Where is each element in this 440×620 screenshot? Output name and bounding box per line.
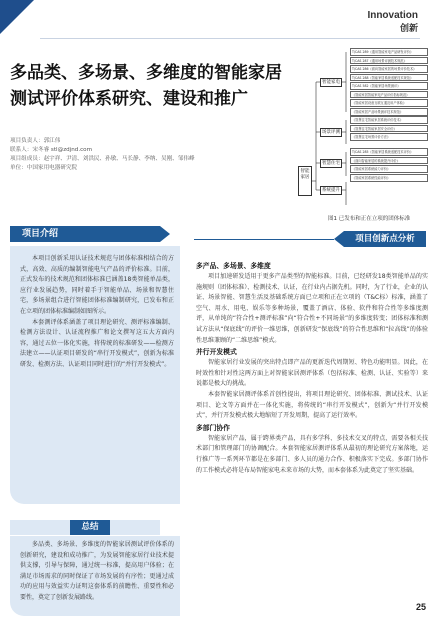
highlights-rule (194, 239, 334, 240)
author-info (10, 137, 220, 173)
summary-heading: 总结 (70, 520, 110, 535)
highlight-title: 多部门协作 (196, 423, 230, 432)
section-tag-zh: 创新 (399, 24, 418, 34)
diagram-category-node: 智能家电 (322, 79, 340, 85)
diagram-standard-node: 《智慧住宅场景评价方法》 (350, 133, 428, 141)
standards-tree-diagram (298, 48, 428, 213)
highlight-paragraph: 本套智能家居测评体系首创性提出，将项目理论研究、团体标准、测试技术、认证项目、论文等方面并在一体化实施，将传统的“串行开发模式”，创新为“并行开发模式”，并行开发模式极大地缩短了开发周期，提高了运行效率。 (196, 390, 428, 420)
diagram-standard-node: T/CAS 286《面向智能家居的场景评价技术》 (350, 65, 428, 73)
page-number: 25 (415, 602, 426, 612)
diagram-category-node: 系统提升 (322, 187, 340, 193)
diagram-standard-node: T/CAS 287《通用场景评测技术规范》 (350, 57, 428, 65)
author-line: 项目组成员：赵宇祥、尹清、刘洪民、孙敏、马长静、李纳、吴刚、邹伟峰 (10, 156, 195, 162)
header-divider (40, 38, 420, 39)
intro-paragraph: 本项目创新采用认证技术规范与团体标准相结合的方式，高效、高质的编制智能电气产品的评价标准。目前，正式发布的技术规范和团体标准已涵盖18类智能单品类，应行业发展趋势，同时着手于智能单品、场景和智慧住宅，多场景组合进行智能团体标准编制研究，已发布和正在立项的团体标准编制如图所示。 (20, 255, 174, 315)
figure-caption: 图1 已发布和正在立项的团体标准 (328, 216, 411, 222)
author-line: 项目负责人：郭江伟 (10, 138, 61, 144)
intro-heading: 项目介绍 (10, 226, 160, 242)
summary-heading-bar (10, 520, 160, 535)
corner-decoration (0, 0, 34, 34)
intro-paragraph: 本套测评体系涵盖了项目理论研究、测评标准编制、检测方法设计、认证流程推广和论文撰写这五大方面内容，通过五位一体化实施，将传统的标准研发——检测方法建立——认证项目研发的“串行开发模式”，创新为标准研发、检测方法、认证项目同时进行的“并行开发模式”。 (20, 318, 174, 368)
author-line: 单位：中国家用电器研究院 (10, 165, 78, 171)
article-title-line: 测试评价体系研究、建设和推广 (10, 89, 248, 109)
diagram-category-node: 场景评测 (322, 129, 340, 135)
diagram-standard-node: 《面向智能家居的系统提升评价》 (350, 157, 428, 165)
highlights-heading: 项目创新点分析 (344, 231, 426, 247)
article-title (10, 60, 310, 112)
highlight-title: 并行开发模式 (196, 348, 237, 357)
author-line: 联系人：宋冬睿 stl@zdjnd.com (10, 147, 93, 153)
article-title-line: 多品类、多场景、多维度的智能家居 (10, 63, 282, 83)
diagram-standard-node: 《智能家居系统能力评价》 (350, 165, 428, 173)
page-header (0, 0, 440, 36)
highlight-title: 多产品、多场景、多维度 (196, 262, 271, 270)
highlight-paragraph: 智能家居行业发展的突出特点即产品的更新迭代周期短、特色功能明显。因此，在时效性和针对性这两方面上对智能家居测评体系（包括标准、检测、认证、实验等）来说都是极大的挑战。 (196, 359, 428, 388)
diagram-standard-node: 《智能家居系统性能评价》 (350, 174, 428, 182)
intro-body (20, 254, 174, 371)
diagram-standard-node: 《智能家居产品场景测评技术规范》 (350, 108, 428, 116)
summary-paragraph: 多品类、多场景、多维度的智能家居测试评价体系的创新研究，建设和成功推广，为发展智能家居行业技术提供支撑，引导与保障，通过统一标准，提高用户体验；在满足市场需求的同时保证了市场发展的有序性；更通过成功的应用与效益实力证明这套体系的前瞻性、重要性和必要性，奠定了创新发展路线。 (20, 541, 174, 601)
highlight-paragraph: 项目加速研发适用于更多产品类型的智能标准。目前，已经研发18类智能单品的实施规则（团体标准）、检测技术、认证，在行业内占据先机。同时，为了行业，企业的认证、场景智能、智慧生活及基础系统方面已立项和正在立项的（T&C标）标准，涵盖了空气、用水、用电、娱乐等多种场景，覆盖了酒店、体验、软件和符合性等多维度测评，从单纯的“符合性+测评标准”向“符合性+不同场景”的多维度转变；团体标准和测试方法从“保底线”的评价一维思维，创新研发“保底线”的符合性思维和“拉高线”的体验性思维兼顾的“二维思维”模式。 (196, 273, 428, 344)
diagram-standard-node: 《智能家居智能家电产品评价指标规范》 (350, 91, 428, 99)
highlights-body (196, 260, 428, 476)
section-tag (367, 10, 418, 34)
diagram-standard-node: T/CAS 285《智能家居系统适配技术评价》 (350, 148, 428, 156)
diagram-standard-node: T/CAS 289《通用智能家电产品研发评价》 (350, 48, 428, 56)
highlight-paragraph: 智能家居产品，属于跨界类产品，具有多学科、多技术交叉的特点，需要各相关技术部门和管理部门的协调配合。本套智能家居测评体系从最初的理论研究方案落地，运行推广等一系列环节都是在多部门、多人员的通力合作、积极落实下完成。多部门协作的工作模式必将是布局智能家电未来市场的大势，而本套体系为此奠定了坚实基础。 (196, 434, 428, 474)
summary-body (20, 540, 174, 604)
diagram-standard-node: T/CAS 582《智能家居场景测评》 (350, 82, 428, 90)
diagram-root-node: 智能家居 (298, 166, 312, 196)
section-tag-en: Innovation (367, 10, 418, 21)
diagram-standard-node: 《智能家居设备互联互通及用户体验》 (350, 99, 428, 107)
diagram-standard-node: T/CAS 288《智能家居系统适配技术规范》 (350, 74, 428, 82)
diagram-standard-node: 《智慧住宅智能家居安全评价》 (350, 125, 428, 133)
diagram-category-node: 智慧住宅 (322, 160, 340, 166)
diagram-standard-node: 《智慧住宅智能家居系统评价技术》 (350, 116, 428, 124)
